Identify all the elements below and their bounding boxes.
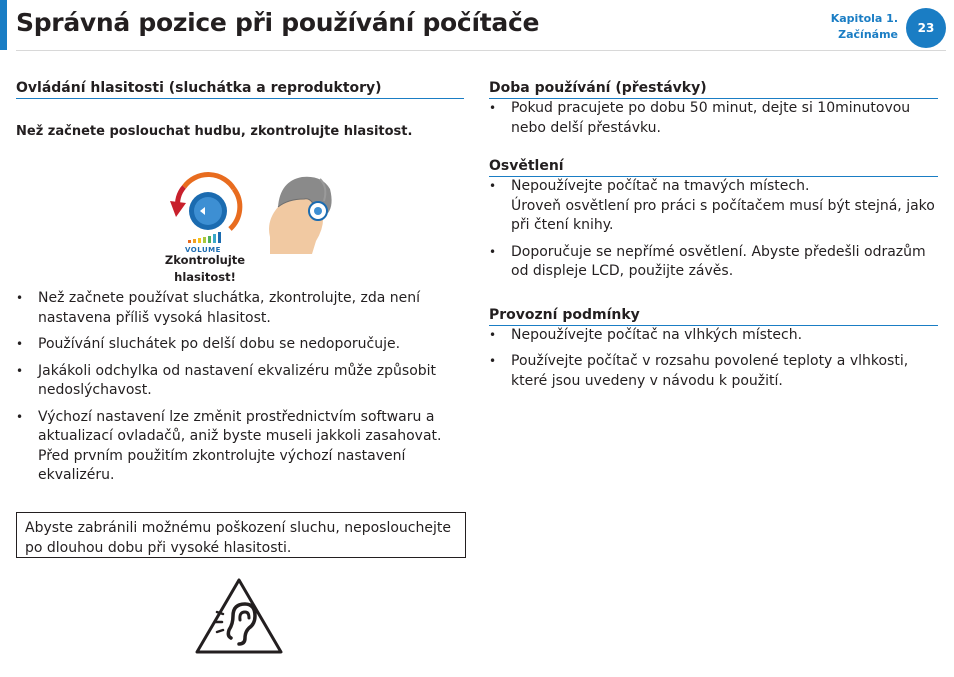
hearing-warning-box: Abyste zabránili možnému poškození sluchu, neposlouchejte po dlouhou dobu při vysoké hlasitosti. bbox=[16, 512, 466, 558]
volume-lead-text: Než začnete poslouchat hudbu, zkontrolujte hlasitost. bbox=[16, 124, 413, 139]
title-divider bbox=[16, 50, 946, 51]
page-number-badge: 23 bbox=[906, 8, 946, 48]
section-heading-lighting: Osvětlení bbox=[489, 158, 938, 177]
conditions-bullet-list bbox=[489, 326, 938, 392]
section-heading-conditions: Provozní podmínky bbox=[489, 307, 938, 326]
left-column bbox=[16, 80, 464, 493]
right-column bbox=[489, 80, 938, 398]
figure-caption-line: hlasitost! bbox=[174, 270, 236, 284]
list-item: • Než začnete používat sluchátka, zkontrolujte, zda není nastavena příliš vysoká hlasitost. bbox=[16, 289, 464, 328]
page-title: Správná pozice při používání počítače bbox=[16, 8, 540, 37]
lighting-bullet-list bbox=[489, 177, 938, 282]
header-accent-bar bbox=[0, 0, 7, 50]
volume-illustration bbox=[16, 159, 464, 289]
volume-bullet-list bbox=[16, 289, 464, 486]
list-item-extra: Úroveň osvětlení pro práci s počítačem musí být stejná, jako při čtení knihy. bbox=[511, 197, 935, 233]
list-item: • Používání sluchátek po delší dobu se nedoporučuje. bbox=[16, 335, 464, 355]
chapter-label[interactable] bbox=[831, 11, 898, 43]
list-item-text: • Nepoužívejte počítač na tmavých místech. bbox=[511, 178, 810, 194]
list-item: • Jakákoli odchylka od nastavení ekvalizéru může způsobit nedoslýchavost. bbox=[16, 362, 464, 401]
list-item: • Výchozí nastavení lze změnit prostřednictvím softwaru a aktualizací ovladačů, aniž byste museli jakkoli zasahovat. Před prvním použitím zkontrolujte výchozí nastavení ekvalizéru. bbox=[16, 408, 464, 486]
breaks-bullet-list bbox=[489, 99, 938, 138]
list-item: • Nepoužívejte počítač na vlhkých místech. bbox=[489, 326, 938, 346]
chapter-number: Kapitola 1. bbox=[830, 12, 898, 25]
volume-knob-icon bbox=[16, 159, 336, 254]
list-item: • Doporučuje se nepřímé osvětlení. Abyste předešli odrazům od displeje LCD, použijte závěs. bbox=[489, 243, 938, 282]
volume-label: VOLUME bbox=[185, 246, 221, 254]
chapter-name: Začínáme bbox=[838, 28, 898, 41]
list-item: • Používejte počítač v rozsahu povolené teploty a vlhkosti, které jsou uvedeny v návodu k použití. bbox=[489, 352, 938, 391]
list-item bbox=[489, 177, 938, 236]
figure-caption bbox=[156, 252, 254, 286]
section-heading-breaks: Doba používání (přestávky) bbox=[489, 80, 938, 99]
list-item: • Pokud pracujete po dobu 50 minut, dejte si 10minutovou nebo delší přestávku. bbox=[489, 99, 938, 138]
hearing-warning-icon bbox=[193, 576, 285, 656]
figure-caption-line: Zkontrolujte bbox=[164, 253, 246, 267]
section-heading-volume: Ovládání hlasitosti (sluchátka a reproduktory) bbox=[16, 80, 464, 99]
